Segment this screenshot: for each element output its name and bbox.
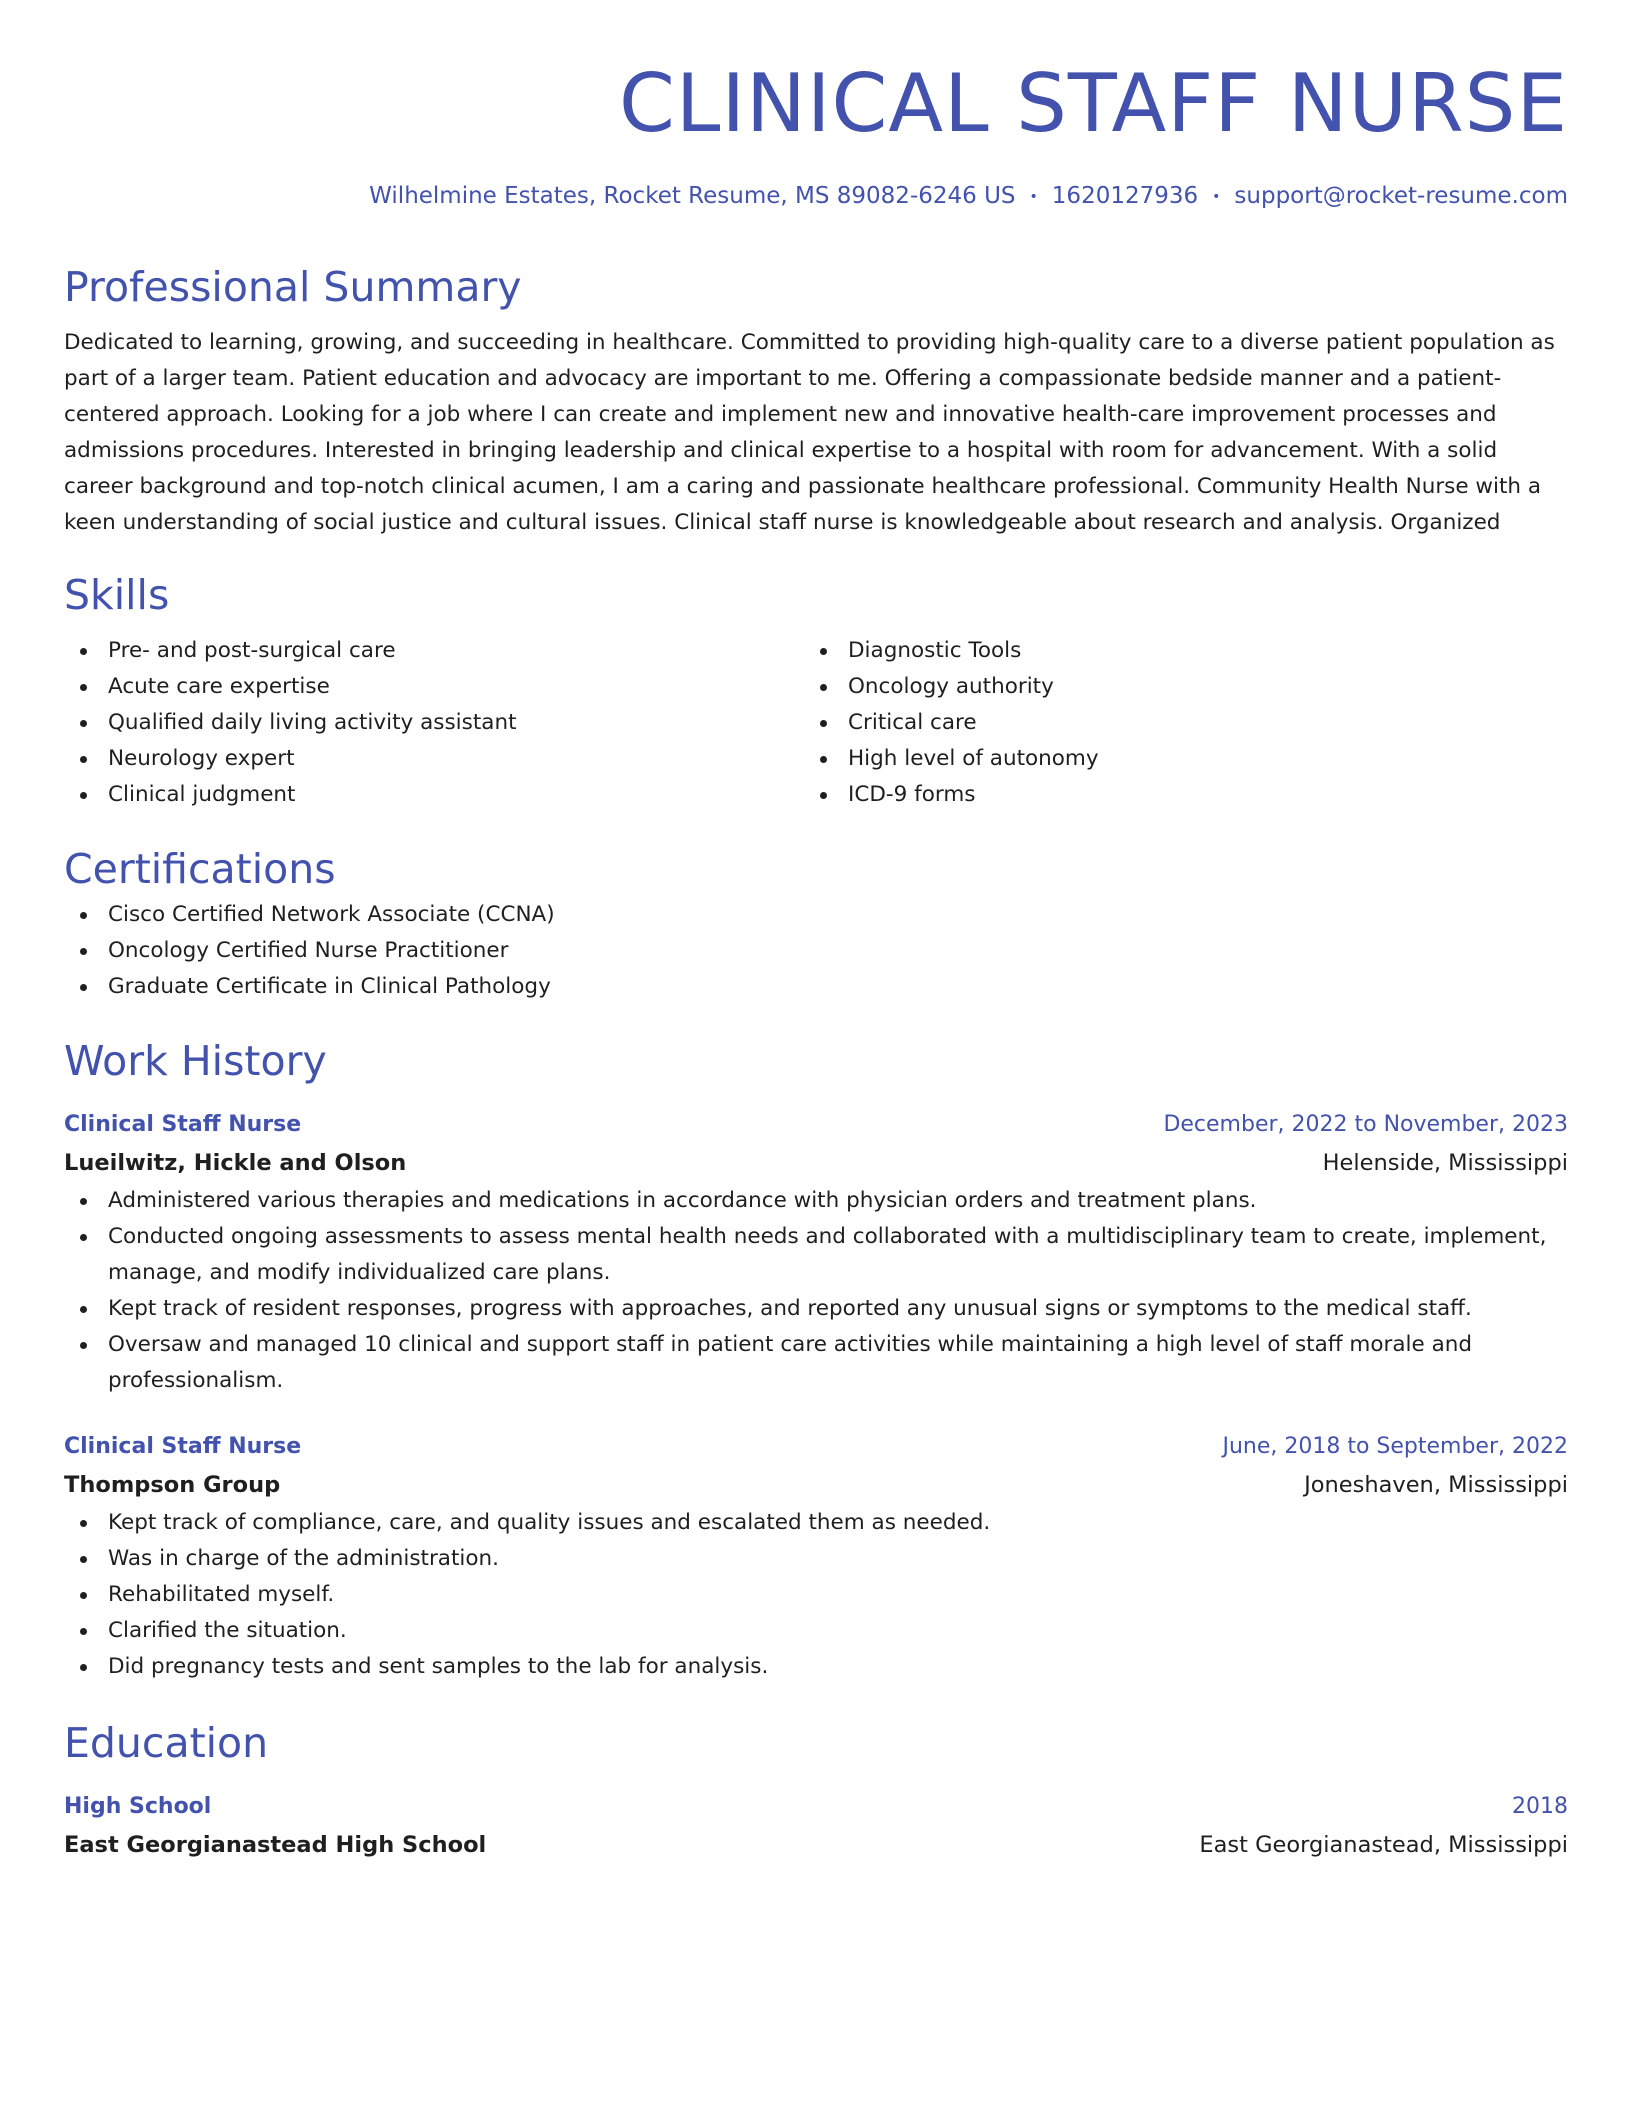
skill-item: Clinical judgment (64, 777, 804, 813)
contact-separator: • (1029, 188, 1038, 205)
job-bullets (64, 1183, 1568, 1399)
contact-email: support@rocket-resume.com (1234, 183, 1568, 209)
education-heading: Education (64, 1718, 269, 1767)
work-history-heading: Work History (64, 1036, 327, 1085)
job-bullet: Conducted ongoing assessments to assess mental health needs and collaborated with a multidisciplinary team to create, implement, manage, and modify individualized care plans. (64, 1219, 1568, 1291)
certifications-list (64, 897, 1568, 1005)
job-company-row (64, 1465, 1568, 1505)
education-degree: High School (64, 1793, 212, 1819)
contact-separator: • (1212, 188, 1221, 205)
skill-item: Oncology authority (804, 669, 1544, 705)
skills-columns (64, 633, 1568, 813)
contact-line (64, 180, 1568, 213)
job-entry (64, 1107, 1568, 1399)
education-school-row (64, 1825, 1568, 1865)
job-bullet: Kept track of compliance, care, and quality issues and escalated them as needed. (64, 1505, 1568, 1541)
resume-title: CLINICAL STAFF NURSE (619, 57, 1568, 150)
job-title: Clinical Staff Nurse (64, 1111, 302, 1137)
contact-phone: 1620127936 (1051, 183, 1199, 209)
job-dates: December, 2022 to November, 2023 (1163, 1111, 1568, 1137)
job-company-row (64, 1143, 1568, 1183)
skills-list-right (804, 633, 1544, 813)
job-bullets (64, 1505, 1568, 1685)
certifications-heading: Certifications (64, 844, 336, 893)
skill-item: Qualified daily living activity assistant (64, 705, 804, 741)
job-company: Thompson Group (64, 1471, 281, 1498)
skills-list-left (64, 633, 804, 813)
certification-item: Graduate Certificate in Clinical Pathology (64, 969, 1568, 1005)
summary-text: Dedicated to learning, growing, and succeeding in healthcare. Committed to providing high-quality care to a diverse patient population as part of a larger team. Patient education and advocacy are important to me. Offering a compassionate bedside manner and a patient-centered approach. Looking for a job where I can create and implement new and innovative health-care improvement processes and admissions procedures. Interested in bringing leadership and clinical expertise to a hospital with room for advancement. With a solid career background and top-notch clinical acumen, I am a caring and passionate healthcare professional. Community Health Nurse with a keen understanding of social justice and cultural issues. Clinical staff nurse is knowledgeable about research and analysis. Organized (64, 329, 1555, 535)
skill-item: Pre- and post-surgical care (64, 633, 804, 669)
job-bullet: Clarified the situation. (64, 1613, 1568, 1649)
contact-address: Wilhelmine Estates, Rocket Resume, MS 89082-6246 US (369, 183, 1016, 209)
job-dates: June, 2018 to September, 2022 (1222, 1433, 1568, 1459)
job-entry (64, 1429, 1568, 1685)
certification-item: Cisco Certified Network Associate (CCNA) (64, 897, 1568, 933)
job-header-row (64, 1107, 1568, 1143)
skill-item: Acute care expertise (64, 669, 804, 705)
education-header-row (64, 1789, 1568, 1825)
job-header-row (64, 1429, 1568, 1465)
skill-item: ICD-9 forms (804, 777, 1544, 813)
summary-heading: Professional Summary (64, 262, 522, 311)
job-bullet: Did pregnancy tests and sent samples to the lab for analysis. (64, 1649, 1568, 1685)
job-company: Lueilwitz, Hickle and Olson (64, 1149, 407, 1176)
job-bullet: Administered various therapies and medications in accordance with physician orders and treatment plans. (64, 1183, 1568, 1219)
education-entry (64, 1789, 1568, 1865)
job-title: Clinical Staff Nurse (64, 1433, 302, 1459)
job-location: Helenside, Mississippi (1322, 1149, 1568, 1176)
education-school: East Georgianastead High School (64, 1831, 487, 1858)
skill-item: High level of autonomy (804, 741, 1544, 777)
job-bullet: Rehabilitated myself. (64, 1577, 1568, 1613)
skill-item: Neurology expert (64, 741, 804, 777)
education-year: 2018 (1512, 1793, 1568, 1819)
skill-item: Critical care (804, 705, 1544, 741)
certification-item: Oncology Certified Nurse Practitioner (64, 933, 1568, 969)
job-bullet: Oversaw and managed 10 clinical and support staff in patient care activities while maintaining a high level of staff morale and professionalism. (64, 1327, 1568, 1399)
skills-heading: Skills (64, 570, 170, 619)
job-bullet: Kept track of resident responses, progress with approaches, and reported any unusual signs or symptoms to the medical staff. (64, 1291, 1568, 1327)
skill-item: Diagnostic Tools (804, 633, 1544, 669)
education-location: East Georgianastead, Mississippi (1199, 1831, 1568, 1858)
job-bullet: Was in charge of the administration. (64, 1541, 1568, 1577)
job-location: Joneshaven, Mississippi (1304, 1471, 1568, 1498)
